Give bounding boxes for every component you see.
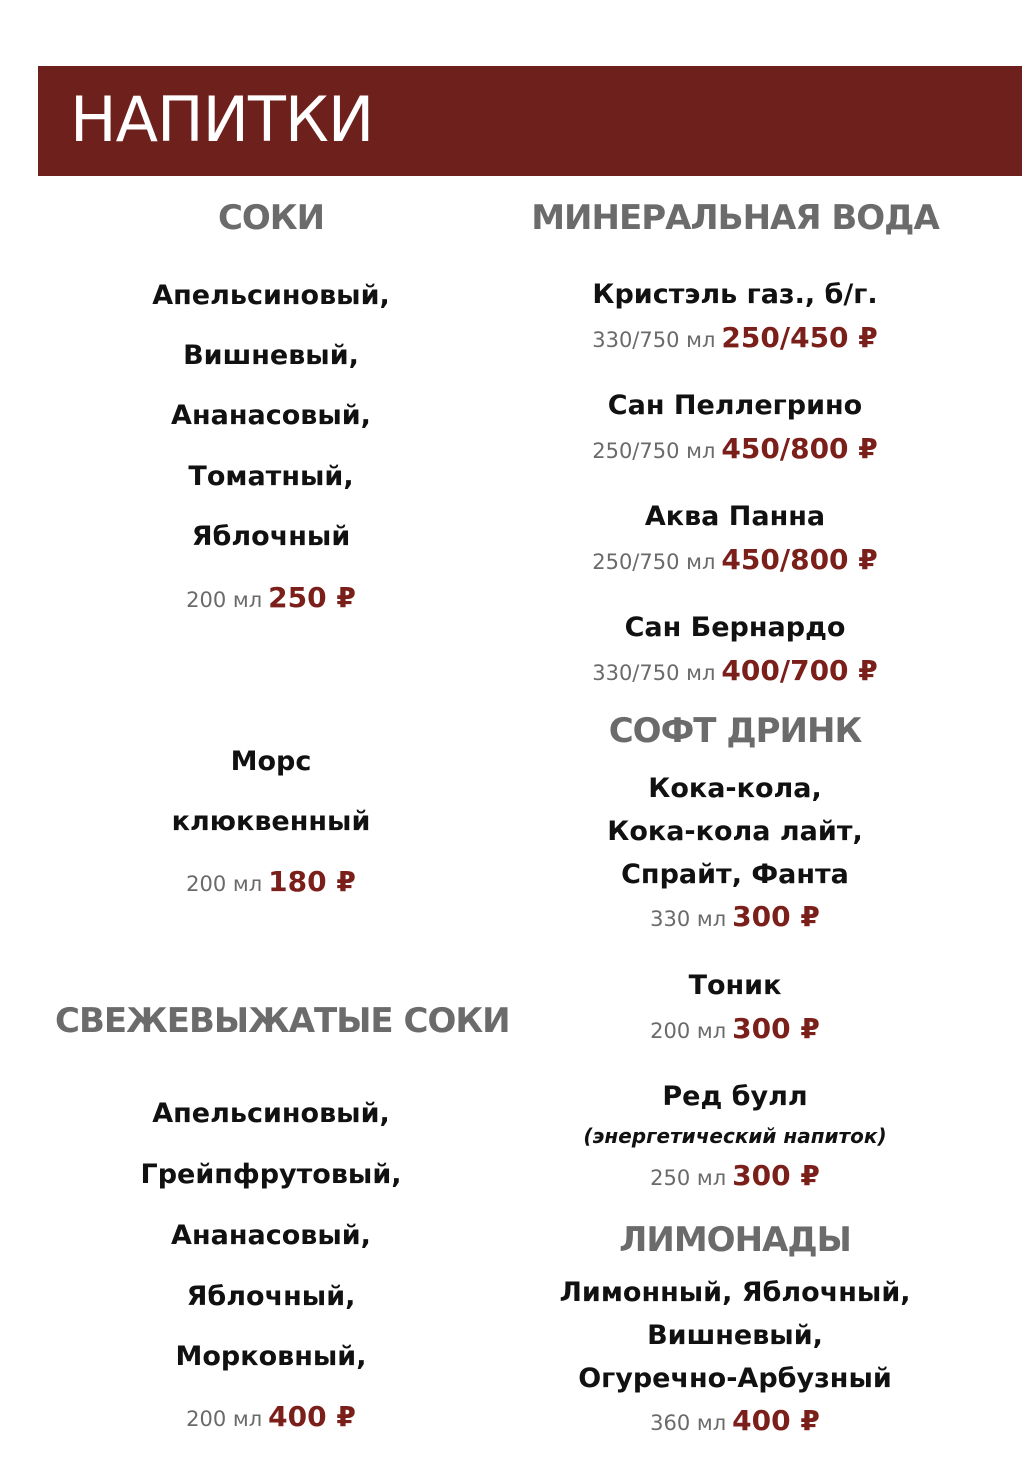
fresh-item: Ананасовый, [171, 1220, 371, 1251]
volume: 250/750 мл [592, 550, 716, 574]
tonic-price-line [470, 1011, 1000, 1051]
mineral-item-name: Кристэль газ., б/г. [592, 279, 878, 310]
fresh-item: Яблочный, [186, 1281, 356, 1312]
juices-price-line [55, 580, 487, 620]
price: 250 ₽ [268, 581, 356, 614]
cola-price-line [470, 899, 1000, 939]
fresh-item: Морковный, [175, 1341, 367, 1372]
fresh-item: Грейпфрутовый, [140, 1159, 402, 1190]
soft-item-line: Кока-кола лайт, [607, 816, 863, 847]
mors-title: Морс [230, 746, 312, 777]
price: 300 ₽ [732, 1012, 820, 1045]
redbull-price-line [470, 1158, 1000, 1198]
mineral-price-line [470, 320, 1000, 360]
lemonade-price-line [470, 1403, 1000, 1443]
mineral-price-line [470, 431, 1000, 471]
tonic-name: Тоник [688, 970, 782, 1001]
price: 250/450 ₽ [721, 321, 878, 354]
lemonades-section-title: ЛИМОНАДЫ [619, 1220, 851, 1260]
page-title: НАПИТКИ [70, 83, 374, 156]
volume: 330 мл [650, 907, 727, 931]
soft-item-line: Спрайт, Фанта [621, 859, 849, 890]
volume: 200 мл [650, 1019, 727, 1043]
volume: 250/750 мл [592, 439, 716, 463]
juice-item: Яблочный [191, 521, 351, 552]
fresh-price-line [55, 1399, 487, 1439]
mineral-price-line [470, 653, 1000, 693]
volume: 330/750 мл [592, 328, 716, 352]
price: 400 ₽ [268, 1400, 356, 1433]
price: 300 ₽ [732, 1159, 820, 1192]
volume: 330/750 мл [592, 661, 716, 685]
header-banner [38, 66, 1022, 176]
lemonade-line: Вишневый, [647, 1320, 823, 1351]
volume: 200 мл [186, 872, 263, 896]
soft-item-line: Кока-кола, [648, 773, 822, 804]
price: 400 ₽ [732, 1404, 820, 1437]
mineral-item-name: Аква Панна [644, 501, 826, 532]
mors-subtitle: клюквенный [171, 806, 371, 837]
fresh-section-title: СВЕЖЕВЫЖАТЫЕ СОКИ [55, 1001, 510, 1041]
price: 300 ₽ [732, 900, 820, 933]
juices-section-title: СОКИ [217, 198, 325, 238]
volume: 200 мл [186, 588, 263, 612]
mineral-price-line [470, 542, 1000, 582]
volume: 200 мл [186, 1407, 263, 1431]
price: 450/800 ₽ [721, 543, 878, 576]
redbull-note: (энергетический напиток) [583, 1124, 887, 1148]
juice-item: Томатный, [188, 461, 354, 492]
juice-item: Ананасовый, [171, 400, 371, 431]
mineral-item-name: Сан Пеллегрино [607, 390, 863, 421]
volume: 250 мл [650, 1166, 727, 1190]
mineral-section-title: МИНЕРАЛЬНАЯ ВОДА [531, 198, 939, 238]
redbull-name: Ред булл [662, 1081, 808, 1112]
mors-price-line [55, 864, 487, 904]
soft-section-title: СОФТ ДРИНК [608, 711, 862, 751]
juice-item: Апельсиновый, [152, 280, 390, 311]
fresh-item: Апельсиновый, [152, 1098, 390, 1129]
lemonade-line: Лимонный, Яблочный, [559, 1277, 911, 1308]
price: 450/800 ₽ [721, 432, 878, 465]
price: 400/700 ₽ [721, 654, 878, 687]
volume: 360 мл [650, 1411, 727, 1435]
juice-item: Вишневый, [183, 340, 359, 371]
lemonade-line: Огуречно-Арбузный [578, 1363, 892, 1394]
price: 180 ₽ [268, 865, 356, 898]
mineral-item-name: Сан Бернардо [624, 612, 846, 643]
